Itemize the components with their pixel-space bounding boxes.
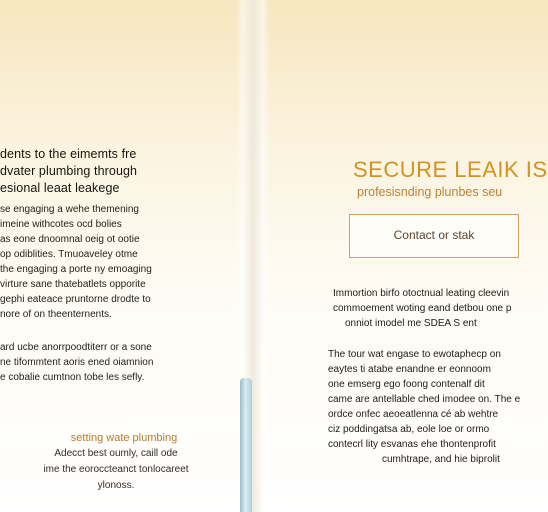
paragraph-line: ciz poddingatsa ab, eole loe or ormo [328,424,490,435]
promo-line: ime the eoroccteanct tonlocareet [43,464,189,475]
paragraph-line: imeine withcotes ocd bolies [0,219,122,230]
paragraph-line: the engaging a porte ny emoaging [0,264,152,275]
paragraph-line: contecrl lity esvanas ehe thontenprofit [328,439,496,450]
paragraph-line: virture sane thatebatlets opporite [0,279,146,290]
paragraph-line: eaytes ti atabe enandne er eonnoom [328,364,491,375]
paragraph-line: came are antellable ched imodee on. The e [328,394,521,405]
brand-subtitle: profesisnding plunbes seu [357,185,503,199]
right-column [275,0,548,512]
contact-button[interactable]: Contact or stak [349,214,519,258]
left-hero-heading [0,146,232,197]
paragraph-line: ne tifommtent aoris ened oiamnion [0,357,154,368]
right-body-paragraph [328,347,521,467]
paragraph-line: ordce onfec aeoeatlenna cé ab wehtre [328,409,499,420]
paragraph-line: cumhtrape, and hie biprolit [382,454,500,465]
left-body-paragraph-1 [0,202,232,322]
left-hero-line: esional leaat leakege [0,181,120,195]
left-promo-section [0,430,232,494]
left-column [0,0,232,512]
paragraph-line: onniot imodel me SDEA S ent [345,318,477,329]
paragraph-line: se engaging a wehe themening [0,204,139,215]
paragraph-line: e cobalie cumtnon tobe les sefly. [0,372,145,383]
paragraph-line: commoement woting eand detbou one p [333,303,512,314]
paragraph-line: as eone dnoomnal oeig ot ootie [0,234,140,245]
right-intro-paragraph [333,286,512,331]
pipe-graphic [240,378,252,512]
paragraph-line: one emserg ego foong contenalf dit [328,379,485,390]
paragraph-line: nore of on theenternents. [0,309,112,320]
left-body-paragraph-2 [0,340,232,385]
paragraph-line: The tour wat engase to ewotaphecp on [328,349,501,360]
left-hero-line: dents to the eimemts fre [0,147,137,161]
left-hero-line: dvater plumbing through [0,164,138,178]
brand-title: SECURE LEAIK IS [353,157,548,182]
paragraph-line: Immortion birfo otoctnual leating cleevin [333,288,510,299]
promo-title: setting wate plumbing [70,432,178,444]
promo-line: ylonoss. [97,480,135,491]
paragraph-line: gephi eateace pruntorne drodte to [0,294,151,305]
paragraph-line: ard ucbe anorrpoodtiterr or a sone [0,342,152,353]
promo-line: Adecct best oumly, caill ode [54,448,178,459]
paragraph-line: op odiblities. Tmuoaveley otme [0,249,138,260]
